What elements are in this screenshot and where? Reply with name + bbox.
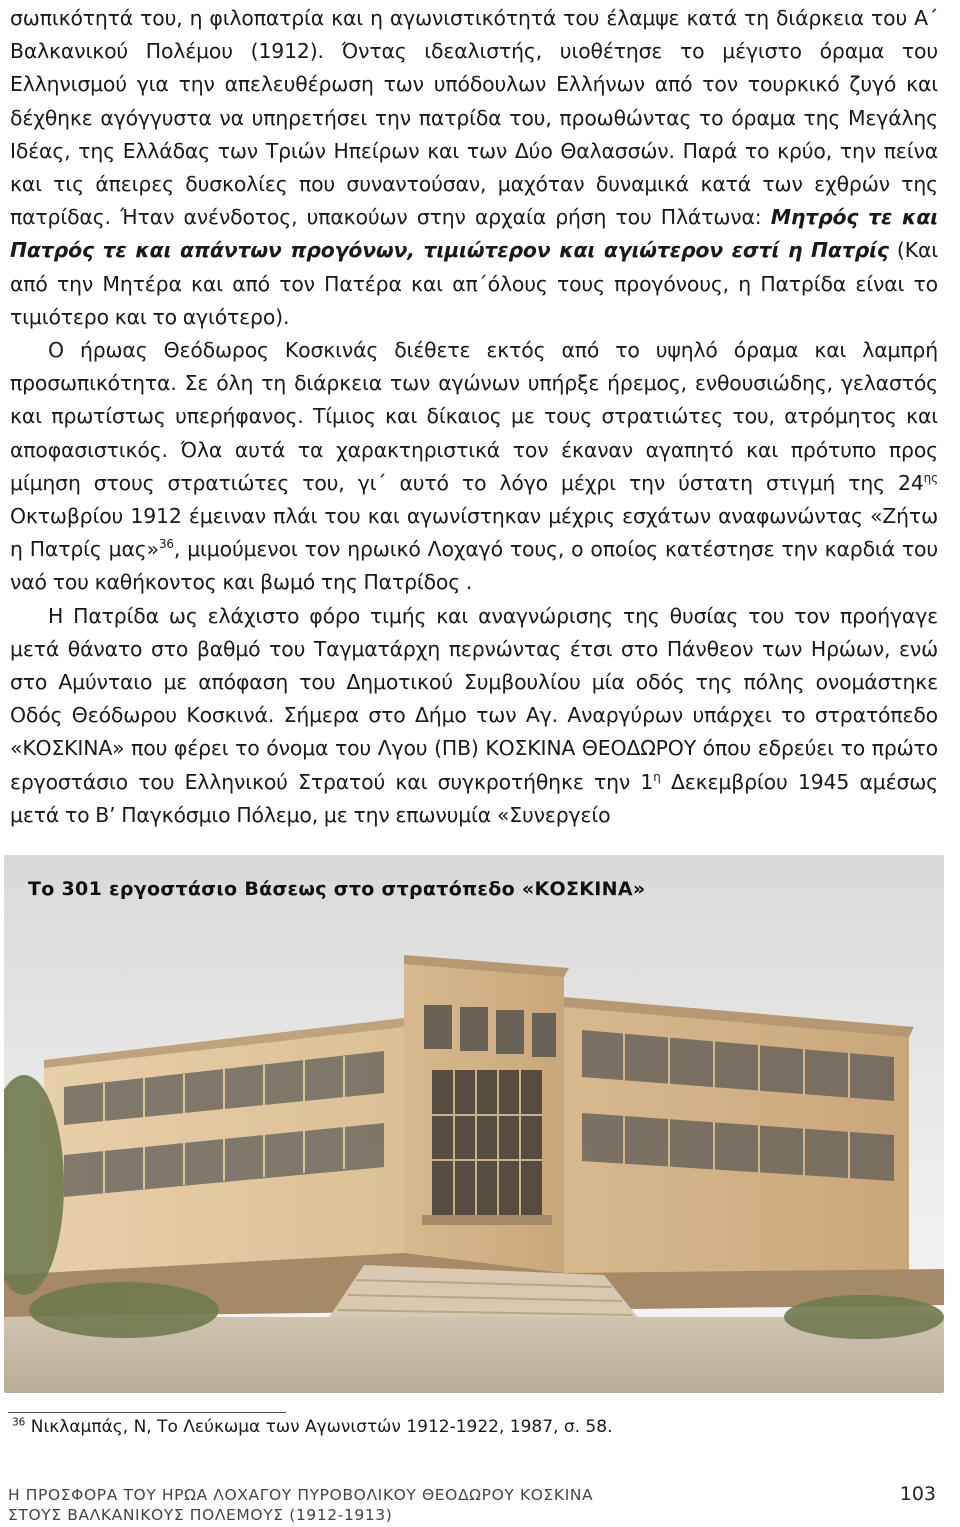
paragraph-1	[10, 2, 938, 334]
ordinal-superscript: ης	[923, 471, 938, 486]
paragraph-3-text-b: Δεκεμβρίου 1945 αμέσως μετά το Β’ Παγκόσμιο Πόλεμο, με την επωνυμία «Συνεργείο	[10, 769, 938, 827]
footnote-reference[interactable]: 36	[158, 537, 174, 552]
footnote-text: Νικλαμπάς, Ν, Το Λεύκωμα των Αγωνιστών 1912-1922, 1987, σ. 58.	[25, 1417, 613, 1437]
paragraph-2-text-a: Ο ήρωας Θεόδωρος Κοσκινάς διέθετε εκτός από το υψηλό όραμα και λαμπρή προσωπικότητα. Σε όλη τη διάρκεια των αγώνων υπήρξε ήρεμος, ενθουσιώδης, γελαστός και πρωτίστως υπερήφανος. Τίμιος και δίκαιος με τους στρατιώτες του, ατρόμητος και αποφασιστικός. Όλα αυτά τα χαρακτηριστικά τον έκαναν αγαπητό και πρότυπο προς μίμηση στους στρατιώτες του, γι΄ αυτό το λόγο μέχρι την ύστατη στιγμή της 24	[10, 338, 938, 495]
factory-building-illustration	[4, 855, 944, 1393]
paragraph-2-text-b: Οκτωβρίου 1912 έμειναν πλάι του και αγωνίστηκαν μέχρις εσχάτων αναφωνώντας «Ζήτω η Πατρίς μας»	[10, 504, 938, 562]
running-footer-line-1: Η ΠΡΟΣΦΟΡΑ ΤΟΥ ΗΡΩΑ ΛΟΧΑΓΟΥ ΠΥΡΟΒΟΛΙΚΟΥ ΘΕΟΔΩΡΟΥ ΚΟΣΚΙΝΑ	[8, 1486, 594, 1504]
body-text	[10, 2, 938, 832]
page-number: 103	[899, 1483, 936, 1505]
factory-photo-figure	[4, 855, 944, 1393]
paragraph-3-text-a: Η Πατρίδα ως ελάχιστο φόρο τιμής και αναγνώρισης της θυσίας του τον προήγαγε μετά θάνατο στο βαθμό του Ταγματάρχη περνώντας έτσι στο Πάνθεον των Ηρώων, ενώ στο Αμύνταιο με απόφαση του Δημοτικού Συμβουλίου μία οδός της πόλης ονομάστηκε Οδός Θεόδωρου Κοσκινά. Σήμερα στο Δήμο των Αγ. Αναργύρων υπάρχει το στρατόπεδο «ΚΟΣΚΙΝΑ» που φέρει το όνομα του Λγου (ΠΒ) ΚΟΣΚΙΝΑ ΘΕΟΔΩΡΟΥ όπου εδρεύει το πρώτο εργοστάσιο του Ελληνικού Στρατού και συγκροτήθηκε την 1	[10, 603, 938, 794]
figure-caption: Το 301 εργοστάσιο Βάσεως στο στρατόπεδο «ΚΟΣΚΙΝΑ»	[28, 878, 646, 900]
footnote	[12, 1414, 612, 1440]
plato-quote: Μητρός τε και Πατρός τε και απάντων προγόνων, τιμιώτερον και αγιώτερον εστί η Πατρίς	[10, 205, 938, 263]
paragraph-2	[10, 334, 938, 600]
paragraph-1-text-b: (Και από την Μητέρα και από τον Πατέρα και απ΄όλους τους προγόνους, η Πατρίδα είναι το τιμιότερο και το αγιότερο).	[10, 238, 938, 329]
paragraph-2-text-c: , μιμούμενοι τον ηρωικό Λοχαγό τους, ο οποίος κατέστησε την καρδιά του ναό του καθήκοντος και βωμό της Πατρίδος .	[10, 537, 939, 595]
running-footer-line-2: ΣΤΟΥΣ ΒΑΛΚΑΝΙΚΟΥΣ ΠΟΛΕΜΟΥΣ (1912-1913)	[8, 1506, 393, 1524]
paragraph-1-text-a: σωπικότητά του, η φιλοπατρία και η αγωνιστικότητά του έλαμψε κατά τη διάρκεια του Α΄ Βαλκανικού Πολέμου (1912). Όντας ιδεαλιστής, υιοθέτησε το μέγιστο όραμα του Ελληνισμού για την απελευθέρωση των υπόδουλων Ελλήνων από τον τουρκικό ζυγό και δέχθηκε αγόγγυστα να υπηρετήσει την πατρίδα του, προωθώντας το όραμα της Μεγάλης Ιδέας, της Ελλάδας των Τριών Ηπείρων και των Δύο Θαλασσών. Παρά το κρύο, την πείνα και τις άπειρες δυσκολίες που συναντούσαν, μαχόταν δυναμικά κατά των εχθρών της πατρίδας. Ήταν ανένδοτος, υπακούων στην αρχαία ρήση του Πλάτωνα:	[10, 6, 938, 230]
ordinal-superscript: η	[653, 769, 661, 784]
footnote-divider	[8, 1412, 286, 1413]
paragraph-3	[10, 600, 938, 832]
footnote-number: 36	[12, 1416, 26, 1429]
running-footer	[8, 1485, 593, 1525]
